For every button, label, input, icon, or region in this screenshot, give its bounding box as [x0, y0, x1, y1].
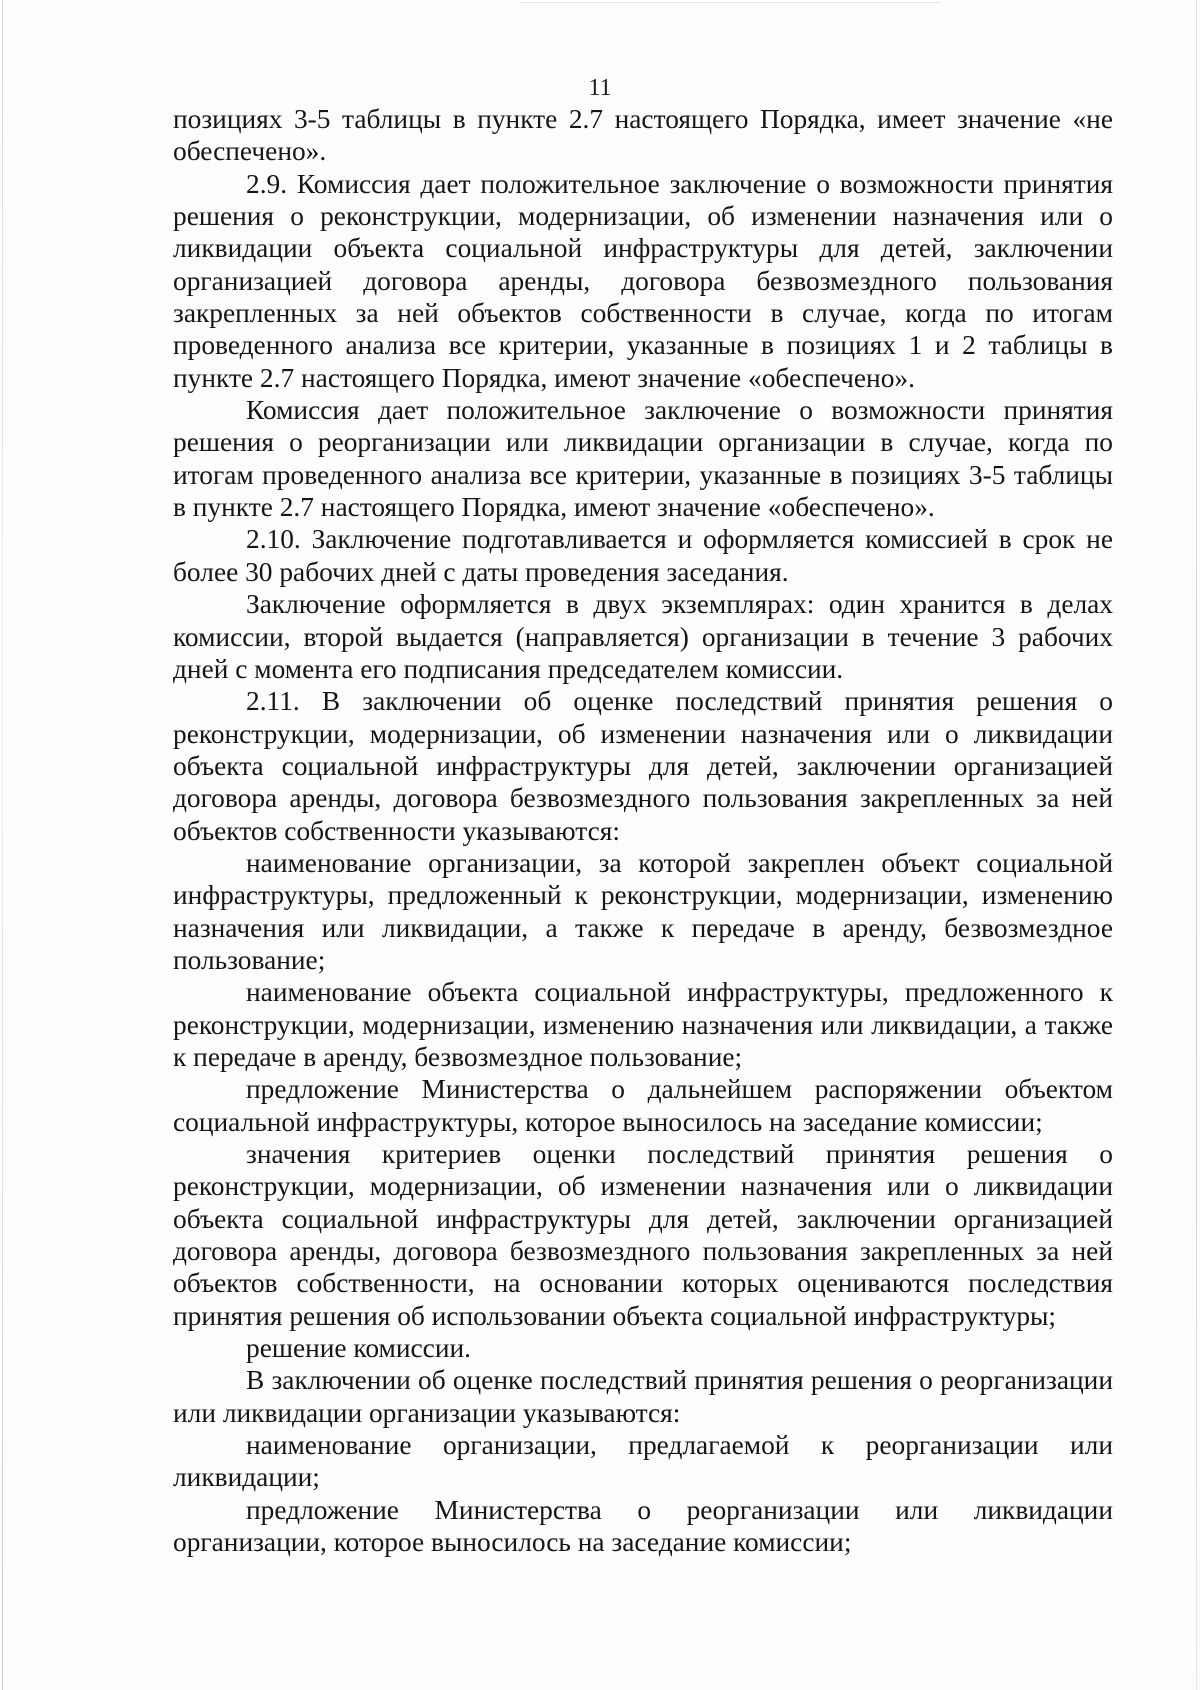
paragraph-2-9: 2.9. Комиссия дает положительное заключение о возможности принятия решения о реконструкции, модернизации, об изменении назначения или о ликвидации объекта социальной инфраструктуры для детей, заключении организацией договора аренды, договора безвозмездного пользования закрепленных за ней объектов собственности в случае, когда по итогам проведенного анализа все критерии, указанные в позициях 1 и 2 таблицы в пункте 2.7 настоящего Порядка, имеют значение «обеспечено».	[173, 168, 1113, 393]
paragraph-2-11: 2.11. В заключении об оценке последствий принятия решения о реконструкции, модернизации, об изменении назначения или о ликвидации объекта социальной инфраструктуры для детей, заключении организацией договора аренды, договора безвозмездного пользования закрепленных за ней объектов собственности указываются:	[173, 686, 1113, 846]
list-item-organization-name: наименование организации, за которой закреплен объект социальной инфраструктуры, предложенный к реконструкции, модернизации, изменению назначения или ликвидации, а также к передаче в аренду, безвозмездное пользование;	[173, 847, 1113, 975]
scan-edge-left	[2, 0, 3, 1690]
scan-edge-right	[1196, 0, 1197, 1690]
list-item-criteria-values: значения критериев оценки последствий принятия решения о реконструкции, модернизации, об изменении назначения или о ликвидации объекта социальной инфраструктуры для детей, заключении организацией договора аренды, договора безвозмездного пользования закрепленных за ней объектов собственности, на основании которых оцениваются последствия принятия решения об использовании объекта социальной инфраструктуры;	[173, 1139, 1113, 1331]
paragraph-continuation: позициях 3-5 таблицы в пункте 2.7 настоящего Порядка, имеет значение «не обеспечено».	[173, 104, 1113, 167]
paragraph-reorganization-conclusion: Комиссия дает положительное заключение о возможности принятия решения о реорганизации или ликвидации организации в случае, когда по итогам проведенного анализа все критерии, указанные в позициях 3-5 таблицы в пункте 2.7 настоящего Порядка, имеют значение «обеспечено».	[173, 395, 1113, 523]
list-item-reorganized-organization: наименование организации, предлагаемой к реорганизации или ликвидации;	[173, 1430, 1113, 1493]
list-item-ministry-reorganization-proposal: предложение Министерства о реорганизации или ликвидации организации, которое выносилось на заседание комиссии;	[173, 1494, 1113, 1558]
paragraph-reorganization-contents: В заключении об оценке последствий принятия решения о реорганизации или ликвидации организации указываются:	[173, 1365, 1113, 1428]
page-number: 11	[588, 75, 612, 101]
paragraph-copies: Заключение оформляется в двух экземплярах: один хранится в делах комиссии, второй выдается (направляется) организации в течение 3 рабочих дней с момента его подписания председателем комиссии.	[173, 589, 1113, 684]
scan-edge-top	[520, 2, 940, 3]
paragraph-2-10: 2.10. Заключение подготавливается и оформляется комиссией в срок не более 30 рабочих дней с даты проведения заседания.	[173, 524, 1113, 587]
list-item-object-name: наименование объекта социальной инфраструктуры, предложенного к реконструкции, модернизации, изменению назначения или ликвидации, а также к передаче в аренду, безвозмездное пользование;	[173, 977, 1113, 1072]
document-body	[173, 103, 1113, 1558]
list-item-commission-decision: решение комиссии.	[246, 1333, 471, 1364]
list-item-ministry-proposal: предложение Министерства о дальнейшем распоряжении объектом социальной инфраструктуры, которое выносилось на заседание комиссии;	[173, 1074, 1113, 1137]
